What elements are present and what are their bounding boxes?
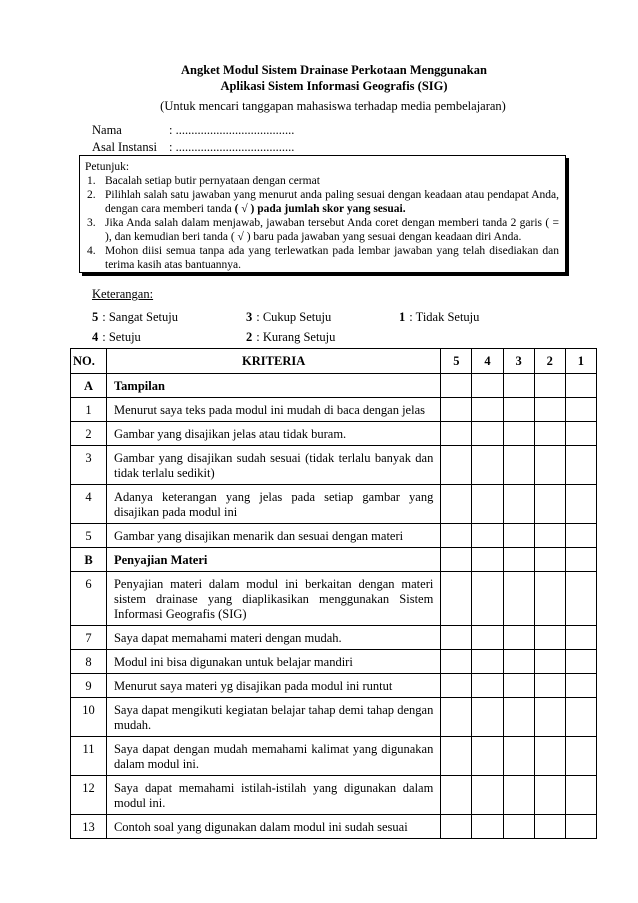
header-score-2: 2 — [534, 349, 565, 374]
petunjuk-item-number: 2. — [87, 189, 96, 201]
score-cell-5 — [441, 374, 472, 398]
table-row — [71, 398, 597, 422]
header-score-3: 3 — [503, 349, 534, 374]
score-cell-3 — [503, 548, 534, 572]
score-cell-1[interactable] — [565, 650, 596, 674]
score-cell-5[interactable] — [441, 674, 472, 698]
score-cell-5[interactable] — [441, 650, 472, 674]
legend-item-1 — [399, 310, 479, 325]
petunjuk-item-text: Pilihlah salah satu jawaban yang menurut anda paling sesuai dengan keadaan atau pendapat Anda, dengan cara memberi tanda — [105, 189, 559, 215]
table-row — [71, 698, 597, 737]
legend-score: 5 — [92, 310, 99, 324]
petunjuk-item — [87, 174, 559, 188]
score-cell-3[interactable] — [503, 572, 534, 626]
score-cell-5[interactable] — [441, 485, 472, 524]
petunjuk-item-number: 1. — [87, 175, 96, 187]
score-cell-4[interactable] — [472, 815, 503, 839]
table-row — [71, 776, 597, 815]
criterion-text: Saya dapat dengan mudah memahami kalimat yang digunakan dalam modul ini. — [106, 737, 440, 776]
score-cell-2[interactable] — [534, 485, 565, 524]
score-cell-4[interactable] — [472, 737, 503, 776]
asal-instansi-label: Asal Instansi — [92, 140, 157, 154]
header-score-5: 5 — [441, 349, 472, 374]
criterion-text: Modul ini bisa digunakan untuk belajar mandiri — [106, 650, 440, 674]
score-cell-2[interactable] — [534, 626, 565, 650]
score-cell-4[interactable] — [472, 398, 503, 422]
questionnaire-table — [70, 348, 597, 839]
score-cell-5[interactable] — [441, 446, 472, 485]
table-row — [71, 485, 597, 524]
score-cell-2 — [534, 548, 565, 572]
table-body — [71, 374, 597, 839]
score-cell-2[interactable] — [534, 674, 565, 698]
score-cell-1[interactable] — [565, 398, 596, 422]
row-number: 9 — [71, 674, 107, 698]
document-subtitle: (Untuk mencari tanggapan mahasiswa terhadap media pembelajaran) — [160, 99, 506, 113]
score-cell-1[interactable] — [565, 524, 596, 548]
nama-label: Nama — [92, 123, 122, 137]
legend-text: : Kurang Setuju — [256, 330, 336, 344]
score-cell-2[interactable] — [534, 446, 565, 485]
table-row — [71, 626, 597, 650]
legend-score: 4 — [92, 330, 99, 344]
criterion-text: Saya dapat memahami istilah-istilah yang digunakan dalam modul ini. — [106, 776, 440, 815]
row-number: A — [71, 374, 107, 398]
petunjuk-item — [87, 216, 559, 244]
score-cell-3[interactable] — [503, 398, 534, 422]
score-cell-1[interactable] — [565, 446, 596, 485]
score-cell-1[interactable] — [565, 572, 596, 626]
score-cell-3[interactable] — [503, 737, 534, 776]
document-title-line2: Aplikasi Sistem Informasi Geografis (SIG) — [220, 79, 448, 93]
score-cell-1 — [565, 374, 596, 398]
legend-item-4 — [92, 330, 141, 345]
score-cell-1[interactable] — [565, 674, 596, 698]
row-number: 4 — [71, 485, 107, 524]
score-cell-5[interactable] — [441, 572, 472, 626]
criterion-text: Adanya keterangan yang jelas pada setiap gambar yang disajikan pada modul ini — [106, 485, 440, 524]
table-row — [71, 737, 597, 776]
score-cell-1[interactable] — [565, 815, 596, 839]
score-cell-5[interactable] — [441, 815, 472, 839]
petunjuk-item — [87, 244, 559, 272]
row-number: 2 — [71, 422, 107, 446]
score-cell-3[interactable] — [503, 485, 534, 524]
score-cell-4[interactable] — [472, 524, 503, 548]
score-cell-1[interactable] — [565, 737, 596, 776]
petunjuk-item-number: 3. — [87, 217, 96, 229]
score-cell-2[interactable] — [534, 524, 565, 548]
score-cell-4[interactable] — [472, 422, 503, 446]
score-cell-5[interactable] — [441, 398, 472, 422]
score-cell-5[interactable] — [441, 776, 472, 815]
score-cell-3[interactable] — [503, 446, 534, 485]
legend-score: 2 — [246, 330, 253, 344]
score-cell-1 — [565, 548, 596, 572]
petunjuk-item-emphasis: ( √ ) pada jumlah skor yang sesuai. — [234, 203, 406, 215]
score-cell-4[interactable] — [472, 650, 503, 674]
row-number: 7 — [71, 626, 107, 650]
petunjuk-item-text: Mohon diisi semua tanpa ada yang terlewatkan pada lembar jawaban yang telah disediakan dan terima kasih atas bantuannya. — [105, 245, 559, 271]
score-cell-3[interactable] — [503, 698, 534, 737]
petunjuk-list — [87, 174, 559, 272]
petunjuk-item — [87, 188, 559, 216]
petunjuk-box — [79, 155, 566, 273]
row-number: 13 — [71, 815, 107, 839]
score-cell-3[interactable] — [503, 422, 534, 446]
row-number: B — [71, 548, 107, 572]
table-row — [71, 422, 597, 446]
score-cell-1[interactable] — [565, 422, 596, 446]
row-number: 3 — [71, 446, 107, 485]
document-title-line1: Angket Modul Sistem Drainase Perkotaan Menggunakan — [181, 63, 487, 77]
score-cell-5[interactable] — [441, 626, 472, 650]
nama-row — [92, 123, 294, 138]
criterion-text: Penyajian materi dalam modul ini berkaitan dengan materi sistem drainase yang diaplikasikan menggunakan Sistem Informasi Geografis (SIG) — [106, 572, 440, 626]
criterion-text: Saya dapat memahami materi dengan mudah. — [106, 626, 440, 650]
header-score-1: 1 — [565, 349, 596, 374]
keterangan-heading: Keterangan: — [92, 287, 154, 301]
header-score-4: 4 — [472, 349, 503, 374]
criterion-text: Gambar yang disajikan jelas atau tidak buram. — [106, 422, 440, 446]
table-row — [71, 674, 597, 698]
score-cell-4[interactable] — [472, 572, 503, 626]
petunjuk-item-text: Jika Anda salah dalam menjawab, jawaban tersebut Anda coret dengan memberi tanda 2 garis ( = ), dan kemudian beri tanda ( √ ) baru pada jawaban yang sesuai dengan keadaan diri Anda. — [105, 217, 559, 243]
score-cell-4[interactable] — [472, 446, 503, 485]
legend-score: 1 — [399, 310, 406, 324]
score-cell-2 — [534, 374, 565, 398]
score-cell-5[interactable] — [441, 524, 472, 548]
legend-text: : Setuju — [102, 330, 141, 344]
score-cell-3[interactable] — [503, 815, 534, 839]
header-no: NO. — [71, 349, 107, 374]
score-cell-2[interactable] — [534, 815, 565, 839]
score-cell-4[interactable] — [472, 485, 503, 524]
score-cell-2[interactable] — [534, 572, 565, 626]
table-row — [71, 572, 597, 626]
score-cell-4 — [472, 548, 503, 572]
score-cell-2[interactable] — [534, 737, 565, 776]
score-cell-1[interactable] — [565, 776, 596, 815]
score-cell-5[interactable] — [441, 422, 472, 446]
section-row — [71, 374, 597, 398]
section-row — [71, 548, 597, 572]
score-cell-5 — [441, 548, 472, 572]
criterion-text: Menurut saya teks pada modul ini mudah di baca dengan jelas — [106, 398, 440, 422]
section-title: Penyajian Materi — [106, 548, 440, 572]
score-cell-4[interactable] — [472, 698, 503, 737]
score-cell-1[interactable] — [565, 626, 596, 650]
score-cell-3[interactable] — [503, 626, 534, 650]
row-number: 1 — [71, 398, 107, 422]
nama-field[interactable]: : ...................................... — [169, 123, 295, 137]
legend-text: : Tidak Setuju — [409, 310, 480, 324]
score-cell-3 — [503, 374, 534, 398]
row-number: 12 — [71, 776, 107, 815]
score-cell-5[interactable] — [441, 698, 472, 737]
header-kriteria: KRITERIA — [106, 349, 440, 374]
row-number: 8 — [71, 650, 107, 674]
row-number: 11 — [71, 737, 107, 776]
score-cell-4[interactable] — [472, 776, 503, 815]
row-number: 5 — [71, 524, 107, 548]
asal-instansi-row — [92, 140, 294, 155]
table-row — [71, 446, 597, 485]
score-cell-3[interactable] — [503, 776, 534, 815]
row-number: 10 — [71, 698, 107, 737]
score-cell-2[interactable] — [534, 776, 565, 815]
legend-item-5 — [92, 310, 178, 325]
table-row — [71, 815, 597, 839]
table-row — [71, 524, 597, 548]
criterion-text: Saya dapat mengikuti kegiatan belajar tahap demi tahap dengan mudah. — [106, 698, 440, 737]
asal-instansi-field[interactable]: : ...................................... — [169, 140, 295, 154]
score-cell-4 — [472, 374, 503, 398]
table-header-row — [71, 349, 597, 374]
score-cell-5[interactable] — [441, 737, 472, 776]
table-row — [71, 650, 597, 674]
score-cell-2[interactable] — [534, 698, 565, 737]
score-cell-4[interactable] — [472, 626, 503, 650]
score-cell-2[interactable] — [534, 398, 565, 422]
score-cell-3[interactable] — [503, 674, 534, 698]
legend-text: : Sangat Setuju — [102, 310, 178, 324]
score-cell-1[interactable] — [565, 485, 596, 524]
petunjuk-item-text: Bacalah setiap butir pernyataan dengan cermat — [105, 175, 320, 187]
score-cell-3[interactable] — [503, 524, 534, 548]
score-cell-4[interactable] — [472, 674, 503, 698]
score-cell-2[interactable] — [534, 650, 565, 674]
section-title: Tampilan — [106, 374, 440, 398]
petunjuk-heading: Petunjuk: — [85, 161, 130, 173]
criterion-text: Menurut saya materi yg disajikan pada modul ini runtut — [106, 674, 440, 698]
criterion-text: Contoh soal yang digunakan dalam modul ini sudah sesuai — [106, 815, 440, 839]
petunjuk-item-number: 4. — [87, 245, 96, 257]
score-cell-3[interactable] — [503, 650, 534, 674]
row-number: 6 — [71, 572, 107, 626]
legend-score: 3 — [246, 310, 253, 324]
legend-text: : Cukup Setuju — [256, 310, 332, 324]
criterion-text: Gambar yang disajikan sudah sesuai (tidak terlalu banyak dan tidak terlalu sedikit) — [106, 446, 440, 485]
criterion-text: Gambar yang disajikan menarik dan sesuai dengan materi — [106, 524, 440, 548]
legend-item-3 — [246, 310, 331, 325]
legend-item-2 — [246, 330, 335, 345]
score-cell-2[interactable] — [534, 422, 565, 446]
score-cell-1[interactable] — [565, 698, 596, 737]
